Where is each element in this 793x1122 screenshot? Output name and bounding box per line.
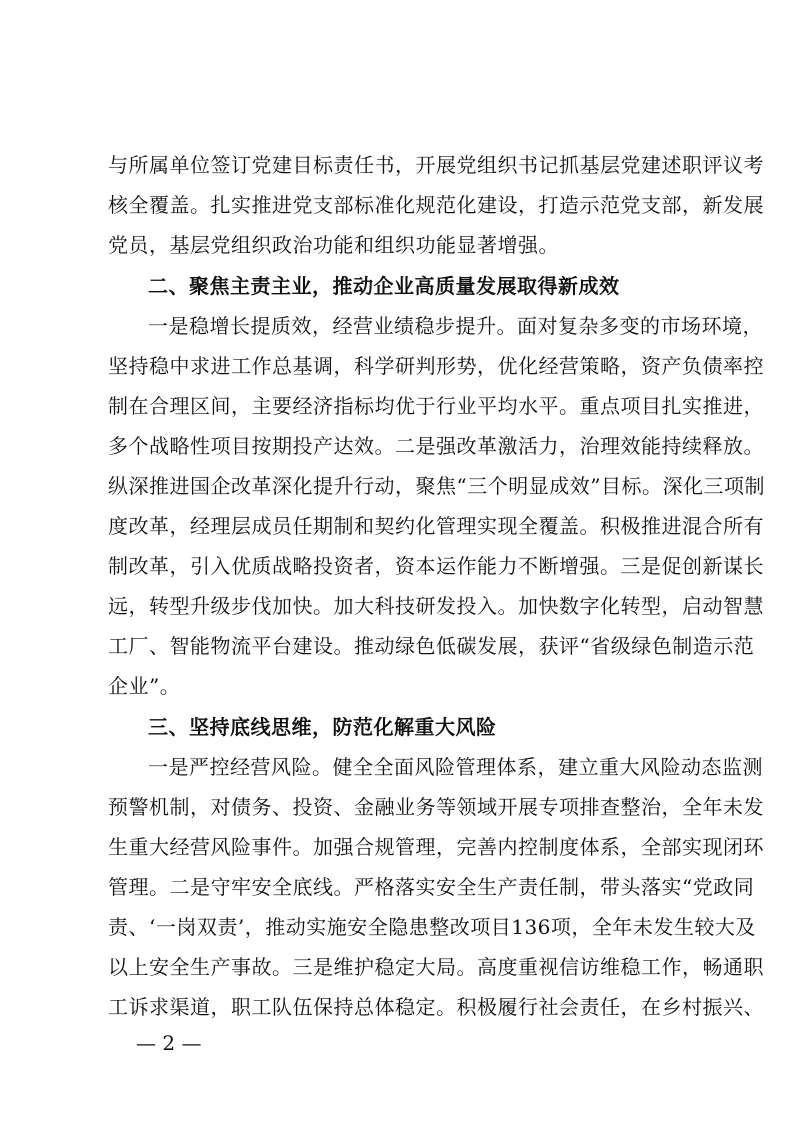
body-line-10: 制改革，引入优质战略投资者，资本运作能力不断增强。三是促创新谋长: [108, 554, 764, 578]
body-line-16: 生重大经营风险事件。加强合规管理，完善内控制度体系，全部实现闭环: [108, 835, 764, 859]
body-line-4: 一是稳增长提质效，经营业绩稳步提升。面对复杂多变的市场环境，: [148, 314, 763, 338]
body-line-7: 多个战略性项目按期投产达效。二是强改革激活力，治理效能持续释放。: [108, 434, 764, 458]
section-heading-2: 二、聚焦主责主业，推动企业高质量发展取得新成效: [148, 274, 620, 298]
page-number: — 2 —: [136, 1031, 202, 1055]
body-line-12: 工厂、智能物流平台建设。推动绿色低碳发展，获评“省级绿色制造示范: [108, 634, 755, 658]
body-line-14: 一是严控经营风险。健全全面风险管理体系，建立重大风险动态监测: [148, 755, 763, 779]
body-line-20: 工诉求渠道，职工队伍保持总体稳定。积极履行社会责任，在乡村振兴、: [108, 995, 764, 1019]
body-line-13: 企业”。: [108, 674, 181, 698]
body-line-19: 以上安全生产事故。三是维护稳定大局。高度重视信访维稳工作，畅通职: [108, 955, 764, 979]
body-line-15: 预警机制，对债务、投资、金融业务等领域开展专项排查整治，全年未发: [108, 795, 764, 819]
body-line-5: 坚持稳中求进工作总基调，科学研判形势，优化经营策略，资产负债率控: [108, 354, 764, 378]
body-line-17: 管理。二是守牢安全底线。严格落实安全生产责任制，带头落实“党政同: [108, 875, 755, 899]
body-line-6: 制在合理区间，主要经济指标均优于行业平均水平。重点项目扎实推进，: [108, 394, 764, 418]
section-heading-3: 三、坚持底线思维，防范化解重大风险: [148, 715, 497, 739]
body-line-1: 与所属单位签订党建目标责任书，开展党组织书记抓基层党建述职评议考: [108, 153, 764, 177]
body-line-3: 党员，基层党组织政治功能和组织功能显著增强。: [108, 233, 559, 257]
body-line-2: 核全覆盖。扎实推进党支部标准化规范化建设，打造示范党支部，新发展: [108, 193, 764, 217]
body-line-8: 纵深推进国企改革深化提升行动，聚焦“三个明显成效”目标。深化三项制: [108, 474, 765, 498]
body-line-18: 责、‘一岗双责’，推动实施安全隐患整改项目136项，全年未发生较大及: [108, 915, 756, 939]
body-line-11: 远，转型升级步伐加快。加大科技研发投入。加快数字化转型，启动智慧: [108, 594, 764, 618]
body-line-9: 度改革，经理层成员任期制和契约化管理实现全覆盖。积极推进混合所有: [108, 514, 764, 538]
